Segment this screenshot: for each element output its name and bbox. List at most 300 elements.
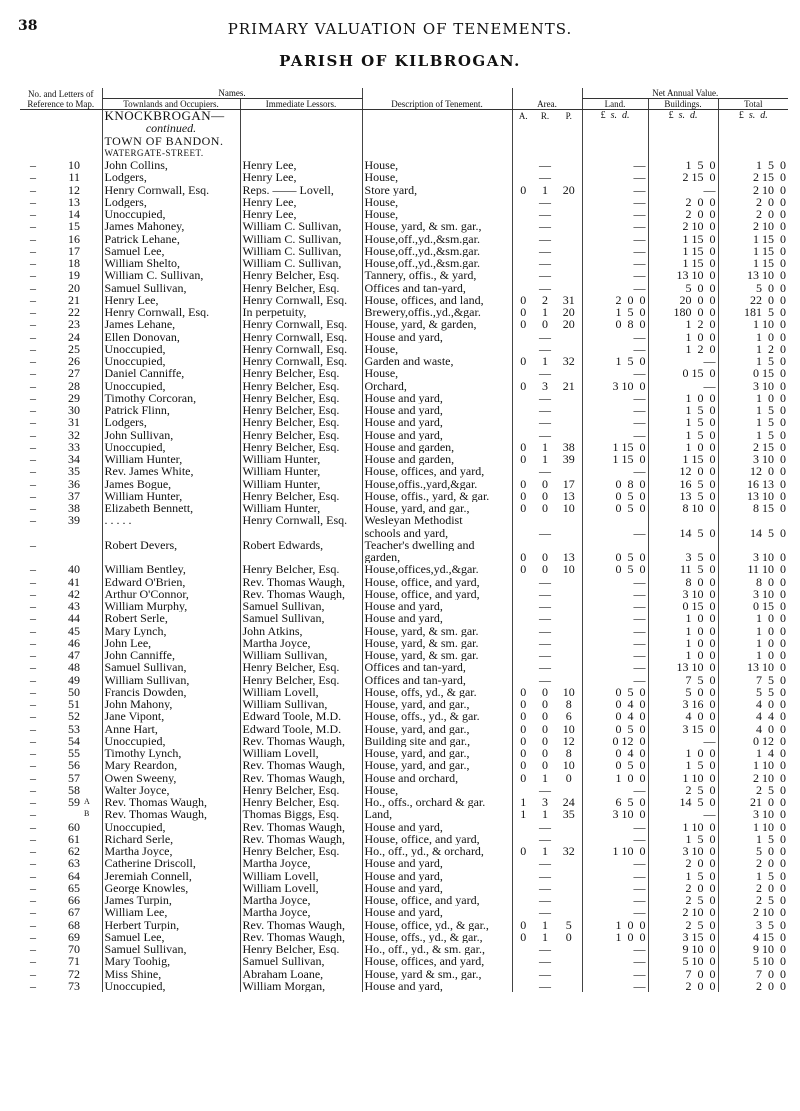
land-value: —: [582, 894, 648, 906]
ref-letter: [82, 735, 102, 747]
table-row: [20, 465, 788, 477]
land-value: —: [582, 184, 648, 196]
land-value: 0 12 0: [582, 735, 648, 747]
lead-mark: –: [30, 171, 36, 184]
buildings-value: 16 5 0: [648, 478, 718, 490]
ref-letter: [82, 845, 102, 857]
table-row: [20, 735, 788, 747]
table-row: [20, 919, 788, 931]
area-roods: 1: [542, 918, 549, 931]
lessor: Henry Belcher, Esq.: [240, 416, 362, 428]
occupier: Unoccupied,: [102, 735, 240, 747]
buildings-value: 1 0 0: [648, 331, 718, 343]
area-perches: 10: [562, 722, 575, 735]
occupier: Rev. Thomas Waugh,: [102, 808, 240, 820]
ref-letter: [82, 759, 102, 771]
lead-mark: –: [30, 330, 36, 343]
land-value: 1 0 0: [582, 931, 648, 943]
occupier: Jeremiah Connell,: [102, 870, 240, 882]
description: House and yard,: [362, 980, 512, 992]
ref-number: 40: [68, 563, 80, 576]
total-value: 1 5 0: [718, 404, 788, 416]
lessor: Henry Belcher, Esq.: [240, 796, 362, 808]
lessor: William Morgan,: [240, 980, 362, 992]
area-perches: [556, 171, 582, 183]
table-row: [20, 625, 788, 637]
land-value: —: [582, 331, 648, 343]
ref-number: 21: [68, 293, 80, 306]
description: House and yard,: [362, 404, 512, 416]
ref-number: 13: [68, 195, 80, 208]
description: Ho., offs., orchard & gar.: [362, 796, 512, 808]
table-row: [20, 943, 788, 955]
table-row: [20, 600, 788, 612]
lessor: William Hunter,: [240, 465, 362, 477]
description: House, offices, and land,: [362, 294, 512, 306]
lessor: Rev. Thomas Waugh,: [240, 833, 362, 845]
ref-letter: [82, 674, 102, 686]
table-row: [20, 282, 788, 294]
table-row: [20, 576, 788, 588]
occupier: Henry Cornwall, Esq.: [102, 306, 240, 318]
ref-letter: [82, 661, 102, 673]
lead-mark: –: [30, 428, 36, 441]
table-row: [20, 661, 788, 673]
area-roods: —: [539, 465, 552, 478]
buildings-value: 14 5 0: [648, 796, 718, 808]
area-acres: 0: [512, 453, 534, 465]
description: House, yard, and gar.,: [362, 723, 512, 735]
lessor: Thomas Biggs, Esq.: [240, 808, 362, 820]
ref-number: 46: [68, 636, 80, 649]
lessor: Henry Lee,: [240, 159, 362, 171]
occupier: Arthur O'Connor,: [102, 588, 240, 600]
area-perches: [556, 870, 582, 882]
occupier: William Hunter,: [102, 453, 240, 465]
table-row: [20, 318, 788, 330]
description: House, yard, & sm. gar.,: [362, 220, 512, 232]
ref-number: 54: [68, 734, 80, 747]
total-value: 181 5 0: [718, 306, 788, 318]
lead-mark: –: [30, 661, 36, 674]
area-roods: —: [539, 906, 552, 919]
ref-number: 65: [68, 881, 80, 894]
area-roods: —: [539, 869, 552, 882]
lead-mark: –: [30, 514, 36, 527]
street-name: WATERGATE-STREET.: [102, 147, 240, 159]
area-roods: —: [539, 391, 552, 404]
area-acres: [512, 955, 534, 967]
area-perches: [556, 208, 582, 220]
occupier: Unoccupied,: [102, 441, 240, 453]
area-roods: [534, 514, 556, 526]
ref-letter: [82, 698, 102, 710]
total-value: 3 5 0: [718, 919, 788, 931]
occupier: Henry Cornwall, Esq.: [102, 184, 240, 196]
lead-mark: –: [30, 759, 36, 772]
ref-letter: [82, 539, 102, 551]
table-row: [20, 343, 788, 355]
area-acres: [512, 514, 534, 526]
ref-letter: [82, 686, 102, 698]
area-perches: 32: [562, 845, 575, 858]
area-perches: 38: [562, 440, 575, 453]
land-value: —: [582, 857, 648, 869]
buildings-value: 8 0 0: [648, 576, 718, 588]
ref-number: 24: [68, 330, 80, 343]
table-row: [20, 808, 788, 820]
area-roods: —: [539, 636, 552, 649]
ref-number: 25: [68, 342, 80, 355]
area-unit-r: R.: [540, 111, 550, 121]
total-value: 5 10 0: [718, 955, 788, 967]
area-roods: 0: [542, 318, 549, 331]
area-perches: [556, 625, 582, 637]
description: Ho., off., yd., & orchard,: [362, 845, 512, 857]
description: Land,: [362, 808, 512, 820]
area-roods: —: [539, 330, 552, 343]
area-perches: [556, 955, 582, 967]
buildings-value: 9 10 0: [648, 943, 718, 955]
ref-letter: [82, 465, 102, 477]
parish-title: PARISH OF KILBROGAN.: [279, 52, 521, 70]
ref-number: 41: [68, 575, 80, 588]
ref-number: 63: [68, 857, 80, 870]
total-value: 4 0 0: [718, 698, 788, 710]
land-value: —: [582, 661, 648, 673]
description: House,off.,yd.,&sm.gar.: [362, 245, 512, 257]
lead-mark: –: [30, 183, 36, 196]
table-row: [20, 453, 788, 465]
area-perches: 6: [565, 710, 572, 723]
area-roods: —: [539, 220, 552, 233]
total-value: 1 10 0: [718, 318, 788, 330]
ref-number: 71: [68, 955, 80, 968]
lead-mark: –: [30, 906, 36, 919]
occupier: Unoccupied,: [102, 380, 240, 392]
area-roods: —: [539, 820, 552, 833]
area-roods: —: [539, 232, 552, 245]
buildings-value: 3 16 0: [648, 698, 718, 710]
ref-number: 22: [68, 306, 80, 319]
description: House, yard & sm., gar.,: [362, 968, 512, 980]
total-value: 1 4 0: [718, 747, 788, 759]
ref-number: 67: [68, 906, 80, 919]
land-value: —: [582, 233, 648, 245]
ref-letter: [82, 355, 102, 367]
land-value: 0 5 0: [582, 551, 648, 563]
valuation-table: [20, 88, 788, 992]
land-value: 0 4 0: [582, 698, 648, 710]
buildings-value: 11 5 0: [648, 563, 718, 575]
land-value: —: [582, 404, 648, 416]
area-acres: 0: [512, 551, 534, 563]
table-row: [20, 796, 788, 808]
area-roods: 0: [542, 563, 549, 576]
lead-mark: –: [30, 563, 36, 576]
occupier: Francis Dowden,: [102, 686, 240, 698]
table-row: [20, 551, 788, 563]
area-roods: 0: [542, 759, 549, 772]
table-row: [20, 894, 788, 906]
occupier: Samuel Sullivan,: [102, 661, 240, 673]
description: Building site and gar.,: [362, 735, 512, 747]
buildings-value: 2 5 0: [648, 894, 718, 906]
lead-mark: –: [30, 783, 36, 796]
buildings-value: —: [648, 355, 718, 367]
area-roods: 0: [542, 747, 549, 760]
description: House, yard, & sm. gar.: [362, 649, 512, 661]
lessor: [240, 527, 362, 539]
table-row: [20, 857, 788, 869]
area-roods: 3: [542, 796, 549, 809]
table-row: [20, 882, 788, 894]
lead-mark: –: [30, 955, 36, 968]
area-perches: [556, 968, 582, 980]
area-roods: —: [539, 404, 552, 417]
table-row: [20, 416, 788, 428]
area-perches: [556, 857, 582, 869]
area-perches: [556, 331, 582, 343]
intro-row-2: [20, 122, 788, 134]
ref-letter: [82, 857, 102, 869]
total-value: 7 5 0: [718, 674, 788, 686]
description: House, office, and yard,: [362, 833, 512, 845]
area-roods: —: [539, 832, 552, 845]
land-value: —: [582, 588, 648, 600]
area-perches: [556, 233, 582, 245]
area-perches: 0: [565, 930, 572, 943]
occupier: Robert Serle,: [102, 612, 240, 624]
lead-mark: –: [30, 306, 36, 319]
lead-mark: –: [30, 857, 36, 870]
buildings-value: 3 5 0: [648, 551, 718, 563]
ref-number: 50: [68, 685, 80, 698]
ref-number: 29: [68, 391, 80, 404]
occupier: Unoccupied,: [102, 343, 240, 355]
area-perches: 17: [562, 477, 575, 490]
land-value: —: [582, 465, 648, 477]
lessor: Rev. Thomas Waugh,: [240, 821, 362, 833]
buildings-value: 180 0 0: [648, 306, 718, 318]
area-acres: 0: [512, 698, 534, 710]
lead-mark: –: [30, 722, 36, 735]
area-perches: [556, 220, 582, 232]
buildings-value: 13 5 0: [648, 490, 718, 502]
lead-mark: –: [30, 943, 36, 956]
ref-letter: [82, 478, 102, 490]
land-value: —: [582, 625, 648, 637]
area-perches: [556, 245, 582, 257]
land-value: 1 15 0: [582, 441, 648, 453]
buildings-value: 2 0 0: [648, 882, 718, 894]
area-perches: [556, 514, 582, 526]
area-perches: [556, 674, 582, 686]
total-value: 2 0 0: [718, 882, 788, 894]
area-roods: 1: [542, 845, 549, 858]
area-roods: 0: [542, 722, 549, 735]
description: Ho., off., yd., & sm. gar.,: [362, 943, 512, 955]
ref-letter: [82, 306, 102, 318]
area-roods: —: [539, 428, 552, 441]
lead-mark: –: [30, 624, 36, 637]
land-value: —: [582, 980, 648, 992]
lessor: Samuel Sullivan,: [240, 600, 362, 612]
ref-number: 47: [68, 649, 80, 662]
area-acres: [512, 661, 534, 673]
lessor: Martha Joyce,: [240, 637, 362, 649]
land-value: —: [582, 612, 648, 624]
buildings-value: 1 15 0: [648, 233, 718, 245]
lessor: Henry Belcher, Esq.: [240, 367, 362, 379]
area-acres: [512, 416, 534, 428]
ref-number: 15: [68, 220, 80, 233]
description: House,: [362, 343, 512, 355]
area-perches: 35: [562, 808, 575, 821]
total-value: 13 10 0: [718, 490, 788, 502]
lessor: Abraham Loane,: [240, 968, 362, 980]
town-name: TOWN OF BANDON.: [102, 135, 240, 147]
area-acres: 0: [512, 845, 534, 857]
lessor: Henry Belcher, Esq.: [240, 380, 362, 392]
ref-number: 62: [68, 845, 80, 858]
ref-number: 14: [68, 208, 80, 221]
total-value: 3 10 0: [718, 453, 788, 465]
total-value: 3 10 0: [718, 380, 788, 392]
description: House, office, and yard,: [362, 576, 512, 588]
lead-mark: –: [30, 244, 36, 257]
table-row: [20, 674, 788, 686]
area-acres: [512, 539, 534, 551]
total-value: 1 0 0: [718, 625, 788, 637]
lead-mark: –: [30, 845, 36, 858]
ref-letter: [82, 159, 102, 171]
lessor: Henry Lee,: [240, 208, 362, 220]
area-acres: 0: [512, 735, 534, 747]
lead-mark: –: [30, 232, 36, 245]
lead-mark: –: [30, 734, 36, 747]
area-acres: [512, 906, 534, 918]
description: House, office, yd., & gar.,: [362, 919, 512, 931]
area-roods: —: [539, 967, 552, 980]
lessor: William C. Sullivan,: [240, 233, 362, 245]
ref-letter: [82, 257, 102, 269]
buildings-value: 1 10 0: [648, 821, 718, 833]
ref-letter: [82, 625, 102, 637]
area-roods: —: [539, 526, 552, 539]
area-perches: 8: [565, 698, 572, 711]
area-perches: [556, 784, 582, 796]
area-acres: [512, 625, 534, 637]
lead-mark: –: [30, 342, 36, 355]
area-acres: [512, 833, 534, 845]
occupier: Mary Reardon,: [102, 759, 240, 771]
area-perches: [556, 600, 582, 612]
land-value: 1 5 0: [582, 355, 648, 367]
description: House,off.,yd.,&sm.gar.: [362, 257, 512, 269]
area-acres: 0: [512, 478, 534, 490]
occupier: Rev. Thomas Waugh,: [102, 796, 240, 808]
lead-mark: –: [30, 808, 36, 821]
ref-letter: [82, 490, 102, 502]
land-value: —: [582, 257, 648, 269]
area-roods: —: [539, 416, 552, 429]
area-roods: 1: [542, 930, 549, 943]
ref-letter: [82, 784, 102, 796]
lead-mark: –: [30, 685, 36, 698]
occupier: William Hunter,: [102, 490, 240, 502]
total-value: 1 0 0: [718, 637, 788, 649]
lessor: Henry Belcher, Esq.: [240, 563, 362, 575]
lessor: William Lovell,: [240, 747, 362, 759]
area-acres: 0: [512, 318, 534, 330]
buildings-value: 4 0 0: [648, 710, 718, 722]
total-value: 3 10 0: [718, 808, 788, 820]
area-roods: —: [539, 955, 552, 968]
area-perches: 21: [562, 379, 575, 392]
occupier: Samuel Lee,: [102, 245, 240, 257]
area-acres: 0: [512, 380, 534, 392]
land-value: [582, 539, 648, 551]
ref-number: 26: [68, 355, 80, 368]
area-perches: [556, 661, 582, 673]
table-row: [20, 380, 788, 392]
buildings-value: 1 0 0: [648, 441, 718, 453]
ref-letter: A: [84, 797, 90, 806]
ref-number: 45: [68, 624, 80, 637]
ref-number: 33: [68, 440, 80, 453]
land-value: —: [582, 269, 648, 281]
ref-letter: [82, 833, 102, 845]
area-roods: 1: [542, 183, 549, 196]
lessor: John Atkins,: [240, 625, 362, 637]
occupier: William C. Sullivan,: [102, 269, 240, 281]
buildings-value: 1 0 0: [648, 637, 718, 649]
lessor: Henry Belcher, Esq.: [240, 404, 362, 416]
ref-number: [38, 539, 82, 551]
land-value: —: [582, 674, 648, 686]
area-acres: [512, 612, 534, 624]
description: House and yard,: [362, 416, 512, 428]
area-acres: 0: [512, 306, 534, 318]
buildings-value: 5 0 0: [648, 282, 718, 294]
area-acres: [512, 465, 534, 477]
lessor: Martha Joyce,: [240, 906, 362, 918]
area-roods: —: [539, 159, 552, 172]
buildings-value: —: [648, 735, 718, 747]
land-value: —: [582, 429, 648, 441]
buildings-value: [648, 514, 718, 526]
ref-number: 68: [68, 918, 80, 931]
total-value: 9 10 0: [718, 943, 788, 955]
area-roods: —: [539, 342, 552, 355]
occupier: Henry Lee,: [102, 294, 240, 306]
area-roods: 0: [542, 489, 549, 502]
area-perches: [556, 269, 582, 281]
area-acres: [512, 882, 534, 894]
total-value: 8 15 0: [718, 502, 788, 514]
area-perches: 32: [562, 355, 575, 368]
area-roods: 1: [542, 355, 549, 368]
lead-mark: –: [30, 293, 36, 306]
lead-mark: –: [30, 208, 36, 221]
area-acres: [512, 674, 534, 686]
ref-number: 53: [68, 722, 80, 735]
lessor: William Lovell,: [240, 870, 362, 882]
occupier: John Lee,: [102, 637, 240, 649]
buildings-value: 1 5 0: [648, 404, 718, 416]
occupier: William Sullivan,: [102, 674, 240, 686]
